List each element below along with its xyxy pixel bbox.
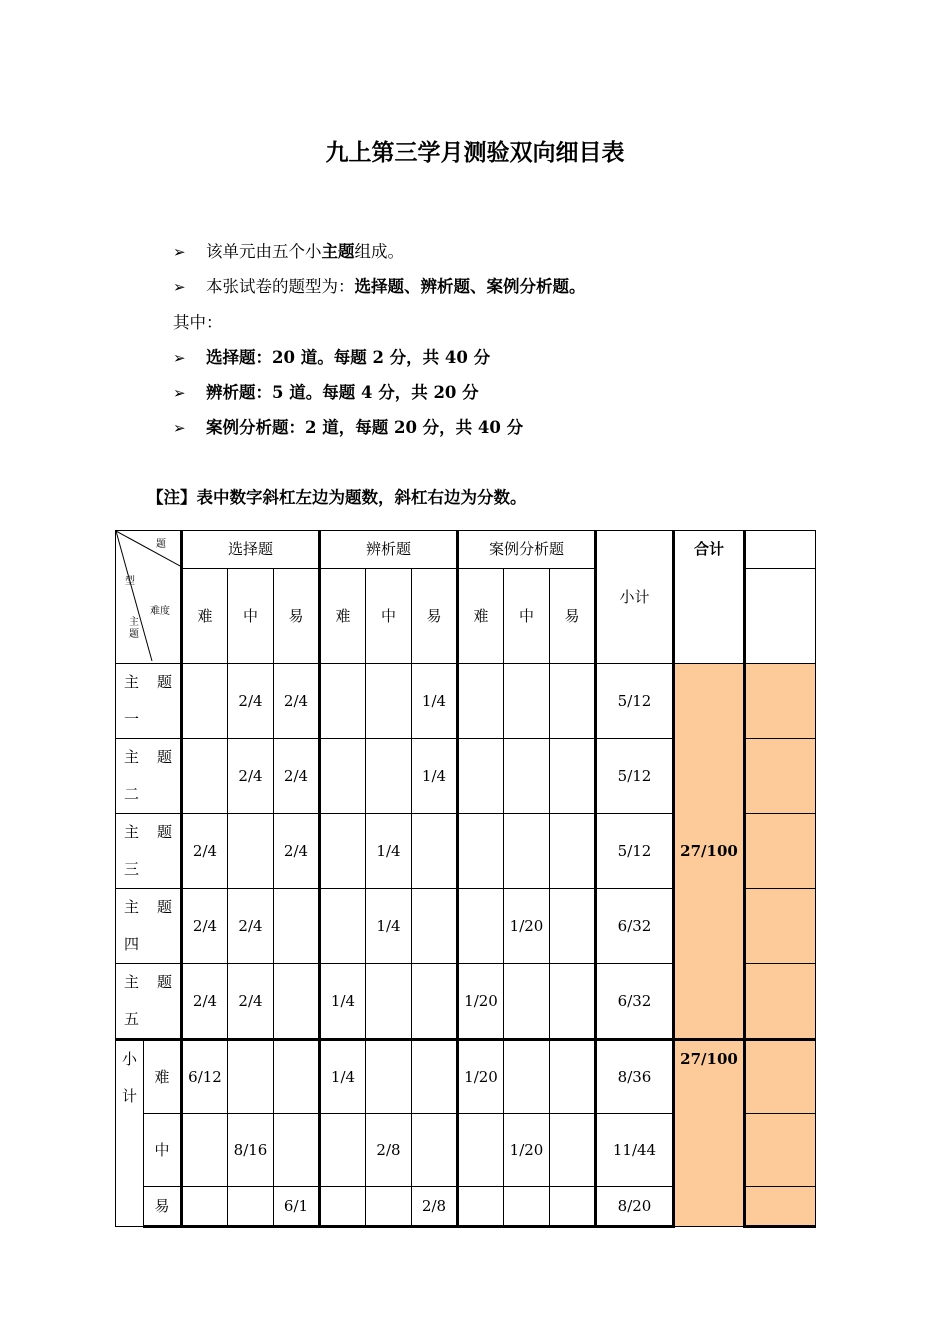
intro-text: 本张试卷的题型为： bbox=[206, 277, 355, 296]
group-header-choice: 选择题 bbox=[182, 531, 320, 569]
table-cell bbox=[320, 1187, 366, 1227]
diag-label-ti: 题 bbox=[156, 539, 166, 550]
table-cell bbox=[550, 889, 596, 964]
table-cell bbox=[228, 1187, 274, 1227]
table-cell: 2/4 bbox=[274, 664, 320, 739]
level-header: 中 bbox=[228, 569, 274, 664]
table-cell: 2/4 bbox=[228, 664, 274, 739]
topic-label: 主 题 四 bbox=[116, 889, 182, 964]
table-cell bbox=[458, 739, 504, 814]
diagonal-lines bbox=[116, 531, 182, 661]
intro-text-bold: 案例分析题：2 道，每题 20 分，共 40 分 bbox=[206, 418, 524, 437]
table-cell bbox=[274, 1114, 320, 1187]
table-cell bbox=[458, 1114, 504, 1187]
row-subtotal: 11/44 bbox=[596, 1114, 674, 1187]
row-subtotal: 5/12 bbox=[596, 739, 674, 814]
table-cell bbox=[550, 964, 596, 1040]
extra-cell bbox=[745, 1040, 816, 1114]
intro-line-3: 其中： bbox=[173, 313, 223, 332]
table-cell bbox=[504, 739, 550, 814]
table-cell bbox=[366, 1040, 412, 1114]
table-cell: 1/4 bbox=[366, 889, 412, 964]
table-cell: 2/4 bbox=[182, 889, 228, 964]
intro-text-bold: 选择题、辨析题、案例分析题。 bbox=[354, 277, 586, 296]
table-note: 【注】表中数字斜杠左边为题数，斜杠右边为分数。 bbox=[147, 488, 527, 507]
table-cell: 2/4 bbox=[274, 739, 320, 814]
table-cell bbox=[320, 1114, 366, 1187]
table-cell bbox=[458, 664, 504, 739]
table-cell: 2/4 bbox=[228, 889, 274, 964]
table-cell bbox=[366, 739, 412, 814]
table-cell bbox=[458, 814, 504, 889]
table-cell: 1/4 bbox=[366, 814, 412, 889]
summary-row bbox=[116, 1040, 816, 1114]
table-cell bbox=[412, 1040, 458, 1114]
table-cell bbox=[504, 1040, 550, 1114]
page-title: 九上第三学月测验双向细目表 bbox=[325, 140, 625, 166]
summary-total-cell: 27/100 bbox=[674, 1040, 745, 1227]
table-cell bbox=[458, 889, 504, 964]
arrow-bullet-icon: ➢ bbox=[173, 419, 186, 437]
table-cell: 6/12 bbox=[182, 1040, 228, 1114]
level-header: 难 bbox=[458, 569, 504, 664]
level-header: 易 bbox=[274, 569, 320, 664]
subtotal-header: 小计 bbox=[596, 531, 674, 664]
table-cell bbox=[504, 814, 550, 889]
table-cell bbox=[228, 1040, 274, 1114]
arrow-bullet-icon: ➢ bbox=[173, 384, 186, 402]
topic-label: 主 题 三 bbox=[116, 814, 182, 889]
row-subtotal: 8/36 bbox=[596, 1040, 674, 1114]
topic-label: 主 题 二 bbox=[116, 739, 182, 814]
table-cell: 1/20 bbox=[458, 964, 504, 1040]
level-header: 中 bbox=[366, 569, 412, 664]
intro-line-2 bbox=[173, 273, 586, 297]
table-cell: 6/1 bbox=[274, 1187, 320, 1227]
summary-level: 中 bbox=[144, 1114, 182, 1187]
level-header: 难 bbox=[320, 569, 366, 664]
table-cell: 2/8 bbox=[366, 1114, 412, 1187]
intro-line-4 bbox=[173, 344, 490, 368]
detail-table bbox=[115, 530, 816, 1228]
level-header: 难 bbox=[182, 569, 228, 664]
topic-total-cell: 27/100 bbox=[674, 664, 745, 1040]
table-cell bbox=[412, 964, 458, 1040]
intro-line-5 bbox=[173, 379, 479, 403]
group-header-case: 案例分析题 bbox=[458, 531, 596, 569]
total-header: 合计 bbox=[674, 531, 745, 664]
table-cell bbox=[550, 1114, 596, 1187]
table-cell bbox=[366, 1187, 412, 1227]
topic-label: 主 题 五 bbox=[116, 964, 182, 1040]
group-header-analysis: 辨析题 bbox=[320, 531, 458, 569]
table-cell: 1/4 bbox=[320, 964, 366, 1040]
row-subtotal: 6/32 bbox=[596, 889, 674, 964]
intro-text-bold: 辨析题：5 道。每题 4 分，共 20 分 bbox=[206, 383, 479, 402]
extra-header-top bbox=[745, 531, 816, 569]
table-cell bbox=[504, 964, 550, 1040]
table-cell bbox=[412, 889, 458, 964]
table-cell bbox=[274, 1040, 320, 1114]
extra-cell bbox=[745, 889, 816, 964]
diag-label-zhu: 主 bbox=[129, 617, 139, 628]
table-cell bbox=[412, 1114, 458, 1187]
row-subtotal: 5/12 bbox=[596, 814, 674, 889]
table-cell: 1/4 bbox=[412, 664, 458, 739]
table-cell bbox=[320, 889, 366, 964]
table-cell bbox=[274, 964, 320, 1040]
topic-label: 主 题 一 bbox=[116, 664, 182, 739]
extra-header-sub bbox=[745, 569, 816, 664]
table-cell: 2/4 bbox=[182, 964, 228, 1040]
row-subtotal: 6/32 bbox=[596, 964, 674, 1040]
table-cell bbox=[366, 664, 412, 739]
table-cell bbox=[550, 664, 596, 739]
intro-text-bold: 选择题：20 道。每题 2 分，共 40 分 bbox=[206, 348, 491, 367]
level-header: 易 bbox=[550, 569, 596, 664]
arrow-bullet-icon: ➢ bbox=[173, 243, 186, 261]
table-cell bbox=[274, 889, 320, 964]
table-cell bbox=[320, 739, 366, 814]
extra-cell bbox=[745, 814, 816, 889]
table-cell bbox=[550, 1040, 596, 1114]
table-cell bbox=[228, 814, 274, 889]
summary-level: 难 bbox=[144, 1040, 182, 1114]
intro-text-bold: 主题 bbox=[321, 242, 355, 261]
table-cell bbox=[458, 1187, 504, 1227]
table-cell bbox=[366, 964, 412, 1040]
table-cell bbox=[550, 814, 596, 889]
extra-cell bbox=[745, 1187, 816, 1227]
table-cell bbox=[182, 1114, 228, 1187]
diag-label-xing: 型 bbox=[125, 576, 135, 587]
diag-label-ti2: 题 bbox=[129, 629, 139, 640]
table-cell: 1/20 bbox=[504, 1114, 550, 1187]
table-cell bbox=[550, 1187, 596, 1227]
table-cell bbox=[320, 814, 366, 889]
table-cell: 1/4 bbox=[412, 739, 458, 814]
intro-line-6 bbox=[173, 414, 523, 438]
extra-cell bbox=[745, 964, 816, 1040]
extra-cell bbox=[745, 1114, 816, 1187]
table-cell bbox=[412, 814, 458, 889]
row-subtotal: 8/20 bbox=[596, 1187, 674, 1227]
table-cell bbox=[550, 739, 596, 814]
summary-level: 易 bbox=[144, 1187, 182, 1227]
table-cell: 2/4 bbox=[228, 739, 274, 814]
table-cell bbox=[320, 664, 366, 739]
table-cell: 1/20 bbox=[458, 1040, 504, 1114]
arrow-bullet-icon: ➢ bbox=[173, 278, 186, 296]
table-cell: 2/4 bbox=[228, 964, 274, 1040]
table-cell bbox=[504, 664, 550, 739]
diag-label-nandu: 难度 bbox=[150, 606, 170, 617]
intro-line-1 bbox=[173, 238, 404, 262]
arrow-bullet-icon: ➢ bbox=[173, 349, 186, 367]
diagonal-header-cell bbox=[116, 531, 182, 664]
table-cell: 2/8 bbox=[412, 1187, 458, 1227]
table-cell: 2/4 bbox=[274, 814, 320, 889]
intro-text: 组成。 bbox=[354, 242, 404, 261]
table-cell: 1/20 bbox=[504, 889, 550, 964]
row-subtotal: 5/12 bbox=[596, 664, 674, 739]
table-cell bbox=[182, 1187, 228, 1227]
table-cell: 2/4 bbox=[182, 814, 228, 889]
table-cell bbox=[504, 1187, 550, 1227]
level-header: 易 bbox=[412, 569, 458, 664]
table-cell: 8/16 bbox=[228, 1114, 274, 1187]
intro-text: 该单元由五个小 bbox=[206, 242, 322, 261]
level-header: 中 bbox=[504, 569, 550, 664]
extra-cell bbox=[745, 739, 816, 814]
table-cell bbox=[182, 739, 228, 814]
table-row bbox=[116, 664, 816, 739]
summary-label: 小 计 bbox=[116, 1040, 144, 1227]
table-cell: 1/4 bbox=[320, 1040, 366, 1114]
extra-cell bbox=[745, 664, 816, 739]
table-cell bbox=[182, 664, 228, 739]
